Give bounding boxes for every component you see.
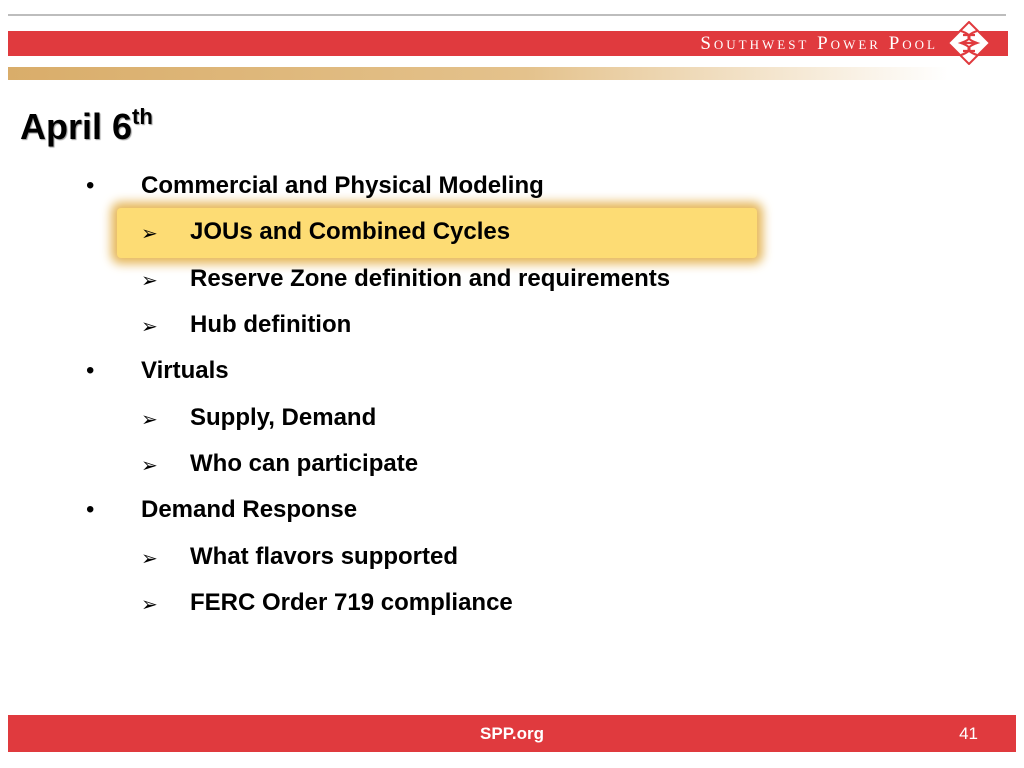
sub-bullet-label: Who can participate: [190, 450, 419, 477]
sub-bullet-label: Supply, Demand: [190, 404, 377, 431]
slide-title: [20, 106, 153, 148]
sub-bullet-label: JOUs and Combined Cycles: [190, 218, 511, 245]
arrow-bullet-icon: ➢: [141, 455, 158, 477]
spp-logo-icon: [946, 21, 992, 65]
top-rule: [8, 14, 1006, 16]
sub-bullet-label: Hub definition: [190, 311, 352, 338]
slide-title-main: April 6: [20, 106, 133, 147]
gold-band: [8, 67, 948, 80]
arrow-bullet-icon: ➢: [141, 270, 158, 292]
bullet-label: Virtuals: [141, 357, 229, 384]
sub-bullet-label: What flavors supported: [190, 543, 459, 570]
slide-title-suffix: th: [132, 104, 153, 129]
sub-bullet-label: FERC Order 719 compliance: [190, 589, 513, 616]
sub-bullet-label: Reserve Zone definition and requirements: [190, 265, 671, 292]
org-name: Southwest Power Pool: [700, 33, 938, 54]
arrow-bullet-icon: ➢: [141, 594, 158, 616]
arrow-bullet-icon: ➢: [141, 409, 158, 431]
arrow-bullet-icon: ➢: [141, 548, 158, 570]
bullet-marker: •: [86, 496, 95, 523]
footer-bar: [8, 715, 1016, 752]
bullet-label: Demand Response: [141, 496, 358, 523]
bullet-marker: •: [86, 357, 95, 384]
arrow-bullet-icon: ➢: [141, 316, 158, 338]
page-number: 41: [959, 724, 978, 743]
bullet-marker: •: [86, 172, 95, 199]
bullet-label: Commercial and Physical Modeling: [141, 172, 544, 199]
header-bar: [8, 31, 1008, 56]
arrow-bullet-icon: ➢: [141, 223, 158, 245]
footer-site: SPP.org: [480, 724, 544, 743]
